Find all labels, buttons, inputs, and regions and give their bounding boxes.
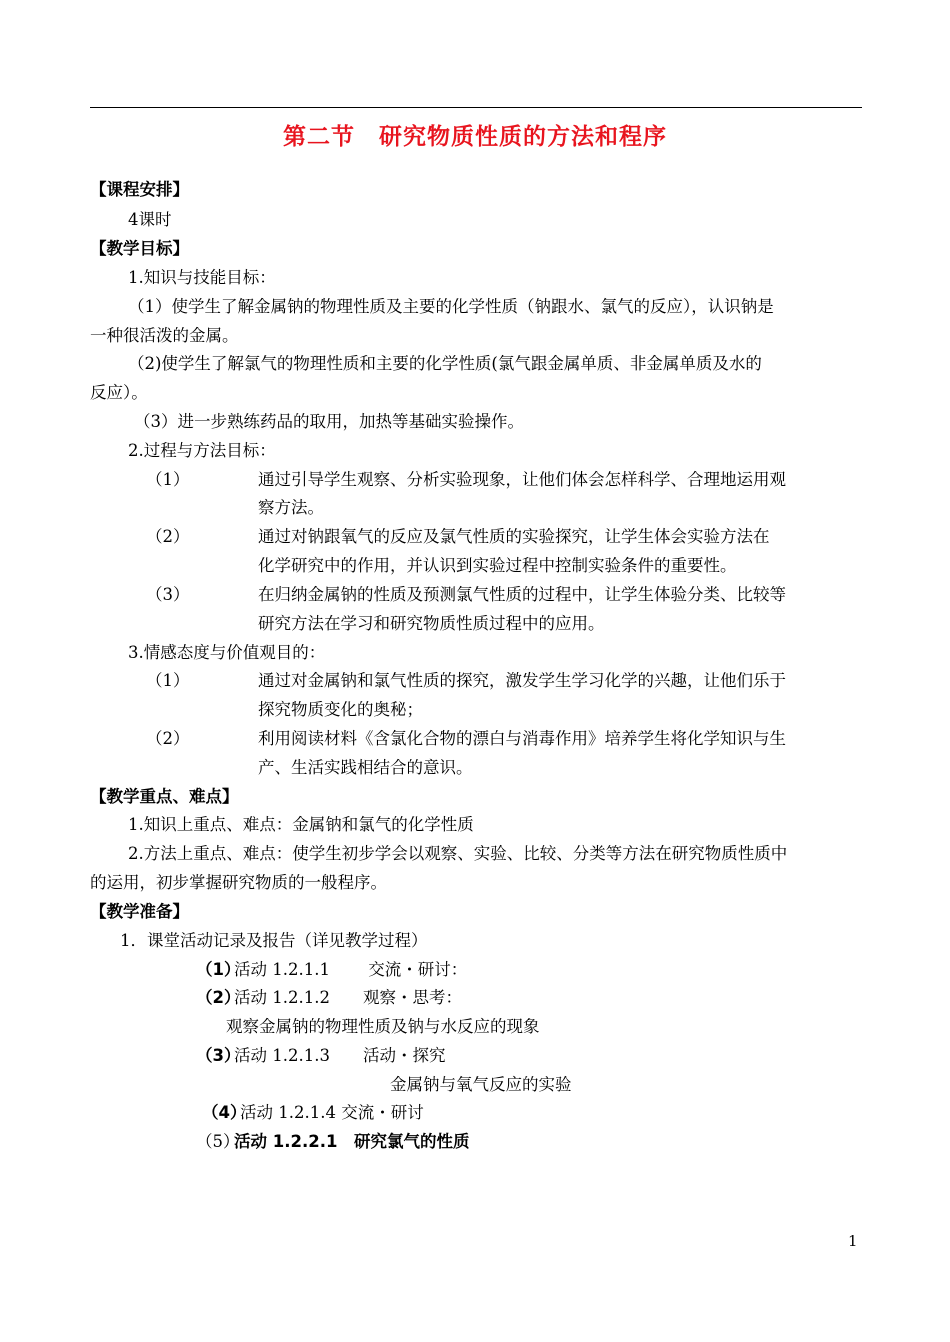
activity-5-text: 活动 1.2.2.1 研究氯气的性质 [234,1132,470,1151]
objective-3-2-line-1: 利用阅读材料《含氯化合物的漂白与消毒作用》培养学生将化学知识与生 [258,729,786,748]
section-heading-key-points: 【教学重点、难点】 [90,787,239,806]
activity-3-text: 活动 1.2.1.3 活动・探究 [234,1046,446,1065]
objective-group-1: 1.知识与技能目标： [128,268,276,287]
activity-2-text: 活动 1.2.1.2 观察・思考： [234,988,462,1007]
schedule-text: 4课时 [128,210,172,229]
key-point-1: 1.知识上重点、难点：金属钠和氯气的化学性质 [128,815,474,834]
activity-1-text: 活动 1.2.1.1 交流・研讨： [234,960,468,979]
key-point-2-line-1: 2.方法上重点、难点：使学生初步学会以观察、实验、比较、分类等方法在研究物质性质中 [128,844,788,863]
activity-5-number: （5） [196,1132,240,1151]
section-heading-preparation: 【教学准备】 [90,902,189,921]
key-point-2-line-2: 的运用，初步掌握研究物质的一般程序。 [90,873,387,892]
objective-2-2-line-2: 化学研究中的作用，并认识到实验过程中控制实验条件的重要性。 [258,556,737,575]
objective-3-2-line-2: 产、生活实践相结合的意识。 [258,758,473,777]
activity-3-number: （3） [196,1046,241,1065]
objective-1-1-line-2: 一种很活泼的金属。 [90,326,239,345]
objective-2-1-line-1: 通过引导学生观察、分析实验现象，让他们体会怎样科学、合理地运用观 [258,470,786,489]
objective-1-2-line-2: 反应）。 [90,383,148,402]
objective-2-2-number: （2） [146,527,190,546]
activity-3-detail: 金属钠与氧气反应的实验 [390,1075,572,1094]
objective-2-3-line-1: 在归纳金属钠的性质及预测氯气性质的过程中，让学生体验分类、比较等 [258,585,786,604]
objective-2-3-number: （3） [146,585,190,604]
objective-3-2-number: （2） [146,729,190,748]
objective-group-2: 2.过程与方法目标： [128,441,276,460]
objective-3-1-line-2: 探究物质变化的奥秘； [258,700,423,719]
page-number: 1 [848,1232,858,1250]
objective-2-1-line-2: 察方法。 [258,498,324,517]
objective-3-1-number: （1） [146,671,190,690]
activity-1-number: （1） [196,960,241,979]
objective-2-1-number: （1） [146,470,190,489]
objective-2-2-line-1: 通过对钠跟氧气的反应及氯气性质的实验探究，让学生体会实验方法在 [258,527,770,546]
header-rule [90,107,862,108]
objective-1-2-line-1: （2)使学生了解氯气的物理性质和主要的化学性质(氯气跟金属单质、非金属单质及水的 [128,354,762,373]
activity-2-number: （2） [196,988,241,1007]
objective-group-3: 3.情感态度与价值观目的： [128,643,326,662]
preparation-item-1: 1．课堂活动记录及报告（详见教学过程） [120,931,428,950]
activity-4-text: 活动 1.2.1.4 交流・研讨 [240,1103,424,1122]
objective-2-3-line-2: 研究方法在学习和研究物质性质过程中的应用。 [258,614,605,633]
objective-1-1-line-1: （1）使学生了解金属钠的物理性质及主要的化学性质（钠跟水、氯气的反应），认识钠是 [128,297,774,316]
objective-1-3: （3）进一步熟练药品的取用，加热等基础实验操作。 [134,412,524,431]
activity-2-detail: 观察金属钠的物理性质及钠与水反应的现象 [226,1017,540,1036]
section-heading-schedule: 【课程安排】 [90,180,189,199]
section-heading-objectives: 【教学目标】 [90,239,189,258]
activity-4-number: （4） [202,1103,247,1122]
page-title: 第二节 研究物质性质的方法和程序 [283,124,667,150]
objective-3-1-line-1: 通过对金属钠和氯气性质的探究，激发学生学习化学的兴趣，让他们乐于 [258,671,786,690]
